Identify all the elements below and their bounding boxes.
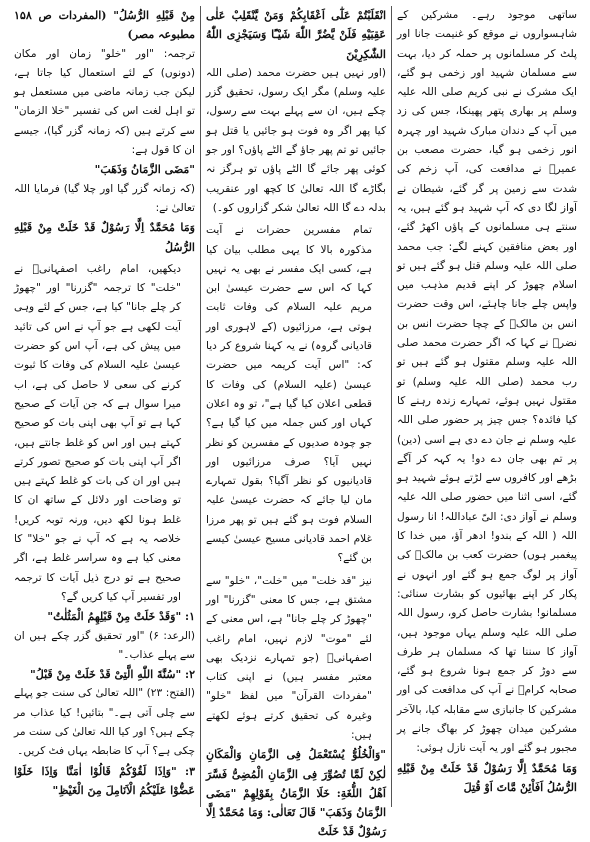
- quran-verse: ۲: "سُنَّةَ اللّٰهِ الَّتِىْ قَدْ خَلَتْ مِنْ قَبْلُ": [30, 668, 195, 682]
- paragraph: تمام مفسرین حضرات نے آیت مذکورہ بالا کا یہی مطلب بیان کیا ہے، کسی ایک مفسر نے بھی یہ نہیں کہا کہ اس سے حضرت عیسیٰ ابن مریم علیہ السلام کی وفات ثابت ہوتی ہے، مرزائیوں (کے لاہوری اور قادیانی گروہ) نے یہ کہنا شروع کر دیا کہ: "اس آیت کریمہ میں حضرت عیسیٰ (علیہ السلام) کی وفات کا قطعی اعلان کیا گیا ہے"، تو وہ اعلان کہاں اور کس جملہ میں کیا گیا ہے؟ جو چودہ صدیوں کے مفسرین کو نظر نہیں آیا؟ صرف مرزائیوں اور قادیانیوں کو نظر آگیا؟ بقول تمہارے مان لیا جائے کہ حضرت عیسیٰ علیہ السلام فوت ہو گئے ہیں تو پھر مرزا غلام احمد قادیانی مسیح عیسیٰ کیسے بن گئے؟: [206, 224, 372, 565]
- column-right: [391, 6, 582, 807]
- quran-verse: وَمَا مُحَمَّدٌ اِلَّا رَسُوْلٌ قَدْ خَلَتْ مِنْ قَبْلِهِ الرُّسُلُ اَفَاْئِنْ مَّاتَ اَوْ قُتِلَ: [397, 761, 577, 794]
- arabic-quote: مِنْ قَبْلِهِ الرُّسُلُ" (المفردات ص ۱۵۸ مطبوعہ مصر): [14, 9, 195, 42]
- quran-verse: وَمَا مُحَمَّدٌ اِلَّا رَسُوْلٌ قَدْ خَلَتْ مِنْ قَبْلِهِ الرُّسُلُ: [14, 221, 195, 254]
- quran-verse: انْقَلَبْتُمْ عَلٰٓى اَعْقَابِكُمْ وَمَنْ يَّنْقَلِبْ عَلٰى عَقِبَيْهِ فَلَنْ يَّضُرَّ اللّٰهَ شَيْـًٔا وَسَيَجْزِى اللّٰهُ الشّٰكِرِيْنَ: [206, 9, 386, 61]
- paragraph: ترجمہ: "اور "خلو" زمان اور مکان (دونوں) کے لئے استعمال کیا جاتا ہے، لیکن جب زمانہ ماضی میں مستعمل ہو تو اہل لغت اس کی تفسیر "خلا الزمان" سے کرتے ہیں (کہ زمانہ گزر گیا)، جیسے ان کا قول ہے:: [14, 47, 195, 157]
- arabic-quote: "مَضَى الزَّمَانُ وَذَهَبَ": [94, 163, 195, 177]
- column-middle: [200, 6, 391, 839]
- paragraph: ساتھی موجود رہے۔ مشرکین کے شاہسواروں نے موقع کو غنیمت جانا اور پلٹ کر مسلمانوں پر حملہ کر دیا، بہت سے مسلمان شہید اور زخمی ہو گئے، ایک مشرک نے نبی کریم صلی اللہ علیہ وسلم پر بھاری پتھر پھینکا، جس کی زد میں آپ کے دندان مبارک شہید اور چہرہ انور زخمی ہو گیا، حضرت مصعب بن عمیرؓ نے مدافعت کی، آپ زخم کی شدت سے زمین پر گر گئے، شیطان نے آواز لگا دی کہ آپ شہید ہو گئے ہیں، یہ سنتے ہی مسلمانوں کے پاؤں اکھڑ گئے، اور بعض منافقین کہنے لگے: جب محمد صلی اللہ علیہ وسلم قتل ہو گئے ہیں تو اسلام چھوڑ کر اپنے قدیم مذہب میں واپس چلے جانا چاہئے، اس وقت حضرت انس بن مالکؓ کے چچا حضرت انس بن نضرؓ نے کہا کہ اگر حضرت محمد صلی اللہ علیہ وسلم مقتول ہو گئے ہیں تو رب محمد (صلی اللہ علیہ وسلم) تو مقتول نہیں ہوئے، تمہارے زندہ رہنے کا کیا فائدہ؟ جس چیز پر حضور صلی اللہ علیہ وسلم نے جان دے دی ہے اسی (دین) پر تم بھی جان دے دو! یہ کہہ کر آگے بڑھے اور کافروں سے لڑتے ہوئے شہید ہو گئے، اسی اثنا میں حضور صلی اللہ علیہ وسلم نے آواز دی: الیّ عباداللہ! انا رسول اللہ ( اللہ کے بندو! ادھر آؤ، میں خدا کا پیغمبر ہوں) حضرت کعب بن مالکؓ کی آواز پر لوگ جمع ہو گئے اور انہوں نے پکار کر اپنے بھائیوں کو بشارت سنائی: مسلمانو! بشارت حاصل کرو، رسول اللہ صلی اللہ علیہ وسلم یہاں موجود ہیں، آواز کا سننا تھا کہ مسلمان ہر طرف سے دوڑ کر جمع ہونا شروع ہو گئے، صحابہ کرامؓ نے آپ کی مدافعت کی اور مشرکین کا جانبازی سے مقابلہ کیا، بالآخر مشرکین میدان چھوڑ کر بھاگ جانے پر مجبور ہو گئے اور یہ آیت نازل ہوئی:: [397, 9, 577, 755]
- paragraph: نیز "قد خلت" میں "خلت"، "خلو" سے مشتق ہے، جس کا معنی "گزرنا" اور "چھوڑ کر چلے جانا" ہے، اس معنی کے لئے "موت" لازم نہیں، امام راغب اصفہانیؒ (جو تمہارے نزدیک بھی معتبر مفسر ہیں) نے اپنی کتاب "مفردات القرآن" میں لفظ "خلو" وغیرہ کی تحقیق کرتے ہوئے لکھتے ہیں:: [206, 574, 372, 741]
- column-left: [9, 6, 200, 807]
- quran-verse: ۳: "وَاِذَا لَقُوْكُمْ قَالُوْا اٰمَنَّا وَاِذَا خَلَوْا عَضُّوْا عَلَيْكُمُ الْاَنَامِلَ مِنَ الْغَيْظِ": [14, 764, 195, 797]
- paragraph: (کہ زمانہ گزر گیا اور چلا گیا) فرمایا اللہ تعالیٰ نے:: [14, 182, 195, 214]
- paragraph: دیکھیں، امام راغب اصفہانیؒ نے "خلت" کا ترجمہ "گزرنا" اور "چھوڑ کر چلے جانا" کیا ہے، جس کے لئے وہی آیت لکھی ہے جو آپ نے اس کی تائید میں پیش کی ہے، آپ اس کو حضرت عیسیٰ علیہ السلام کی وفات کا ثبوت کرنے کی سعی لا حاصل کی ہے، اب میرا سوال ہے کہ جن آیات کے صحیح کہا ہے تو آپ بھی اپنی بات کو صحیح کہتے ہیں اور اس کو غلط جانتے ہیں، اگر آپ اپنی بات کو صحیح تصور کرتے ہیں اور ان کی بات کو غلط کہتے ہیں تو وضاحت اور دلائل کے ساتھ ان کا غلط ہونا لکھ دیں، ورنہ توبہ کریں! خلاصہ یہ ہے کہ آپ نے جو "خلا" کا معنی کیا ہے وہ سراسر غلط ہے، اگر صحیح ہے تو درج ذیل آیات کا ترجمہ اور تفسیر آپ کیا کریں گے؟: [14, 262, 181, 603]
- paragraph: (اور نہیں ہیں حضرت محمد (صلی اللہ علیہ وسلم) مگر ایک رسول، تحقیق گزر چکے ہیں، ان سے پہلے بہت سے رسول، کیا پھر اگر وہ فوت ہو جائیں یا قتل ہو جائیں تو تم پھر جاؤ گے الٹے پاؤں؟ اور جو کوئی پھر جائے گا الٹے پاؤں تو ہرگز نہ بگاڑے گا اللہ تعالیٰ کا کچھ اور عنقریب بدلہ دے گا اللہ تعالیٰ شکر گزاروں کو۔): [206, 66, 386, 214]
- arabic-quote: "وَالْخُلُوُّ يُسْتَعْمَلُ فِى الزَّمَانِ وَالْمَكَانِ لٰكِنْ لَمَّا تُصُوِّرَ فِى الزَّمَانِ الْمُضِىُّ فَسَّرَ اَهْلُ اللُّغَةِ: خَلَا الزَّمَانُ بِقَوْلِهِمْ "مَضَى الزَّمَانُ وَذَهَبَ" قَالَ تَعَالٰى: وَمَا مُحَمَّدٌ اِلَّا رَسُوْلٌ قَدْ خَلَتْ: [206, 748, 386, 839]
- paragraph: (الفتح: ۲۳) "اللہ تعالیٰ کی سنت جو پہلے سے چلی آتی ہے۔" بتائیں! کیا عذاب مر چکے ہیں؟ اور کیا اللہ تعالیٰ کی سنت مر چکی ہے؟ آپ کا ضابطہ یہاں فٹ کریں۔: [14, 687, 195, 758]
- quran-verse: ۱: "وَقَدْ خَلَتْ مِنْ قَبْلِهِمُ الْمَثُلٰتُ": [47, 610, 195, 624]
- paragraph: (الرعد: ۶) "اور تحقیق گزر چکے ہیں ان سے پہلے عذاب۔": [14, 629, 195, 661]
